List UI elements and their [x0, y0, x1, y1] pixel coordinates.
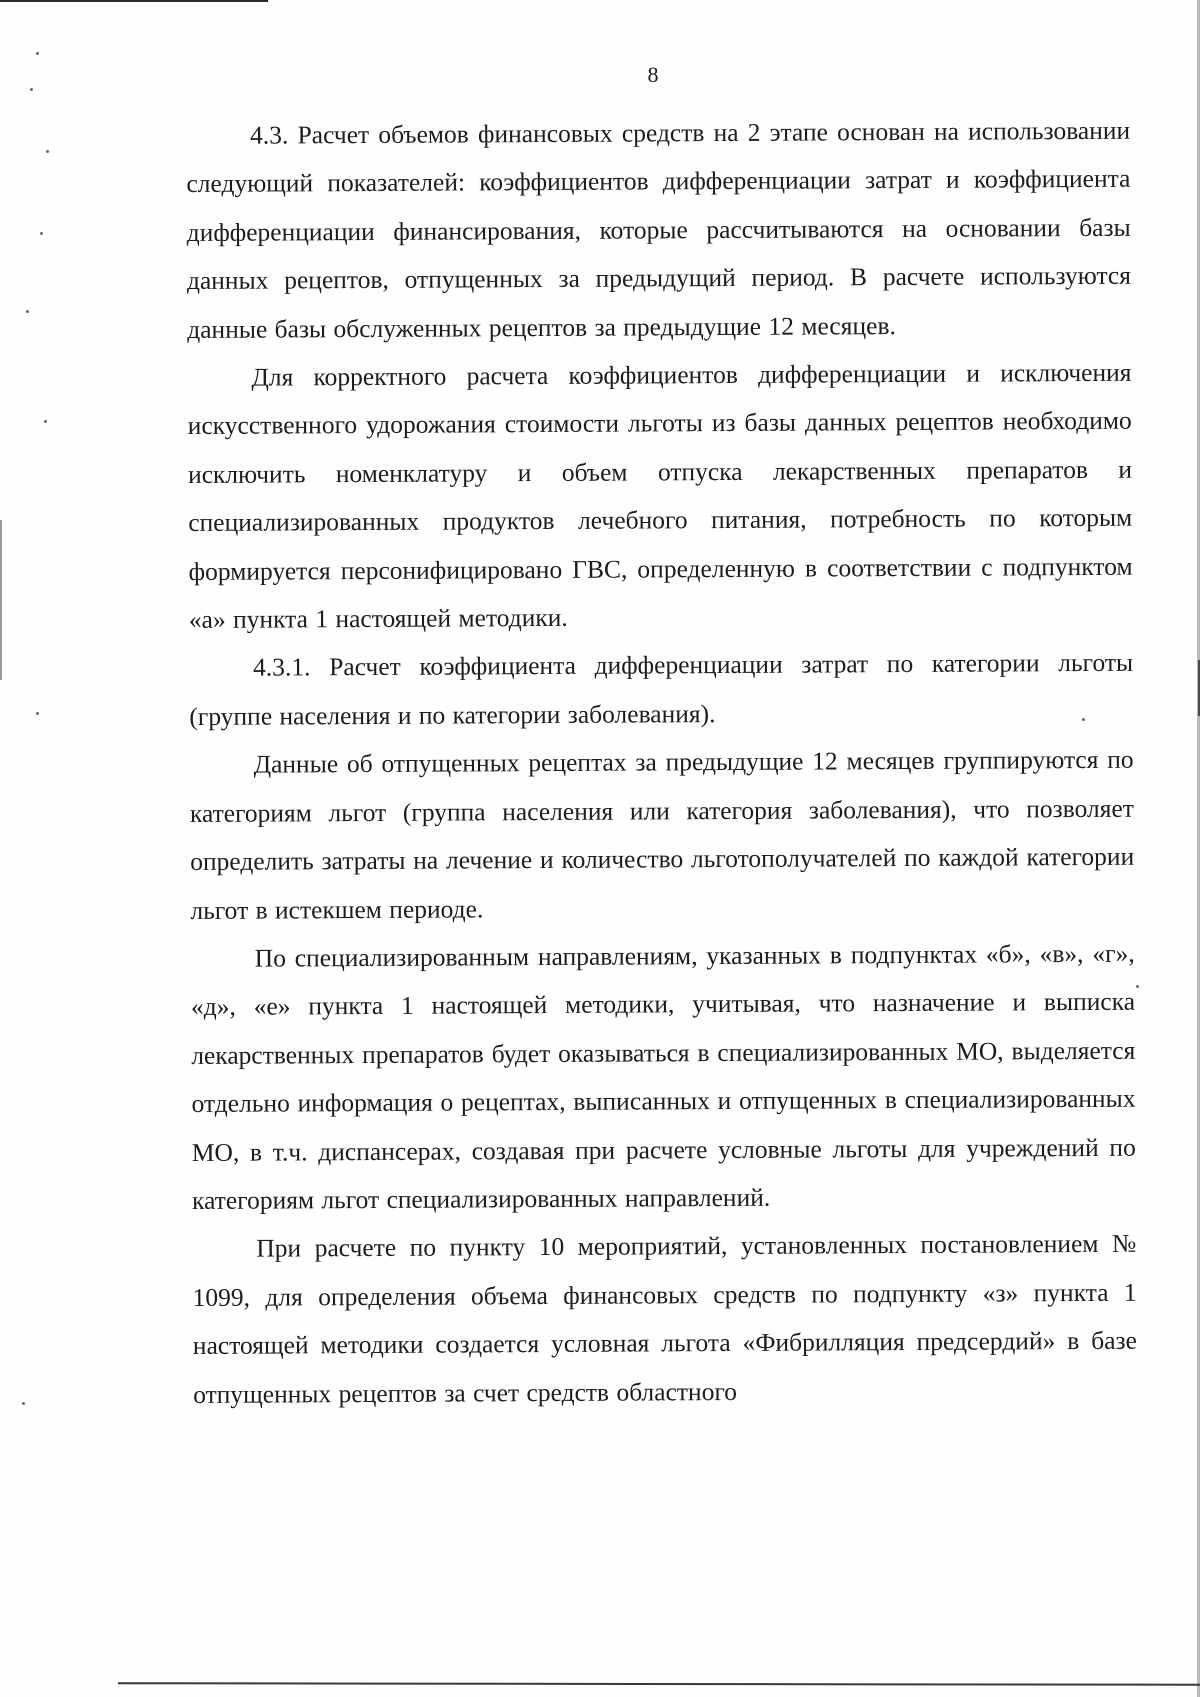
scan-speck — [26, 310, 29, 313]
body-text — [186, 107, 1137, 1419]
paragraph: По специализированным направлениям, указанных в подпунктах «б», «в», «г», «д», «е» пункта 1 настоящей методики, учитывая, что назначение и выписка лекарственных препаратов будет оказываться в специализированных МО, выделяется отдельно информация о рецептах, выписанных и отпущенных в специализированных МО, в т.ч. диспансерах, создавая при расчете условные льготы для учреждений по категориям льгот специализированных направлений. — [190, 938, 1136, 1215]
scan-speck — [1136, 985, 1139, 988]
paragraph: Данные об отпущенных рецептах за предыдущие 12 месяцев группируются по категориям льгот (группа населения или категория заболевания), что позволяет определить затраты на лечение и количество льготополучателей по каждой категории льгот в истекшем периоде. — [189, 744, 1135, 925]
scan-speck — [44, 420, 47, 423]
scan-top-border — [0, 0, 268, 2]
scan-speck — [46, 150, 49, 153]
paragraph: При расчете по пункту 10 мероприятий, установленных постановлением № 1099, для определения объема финансовых средств по подпункту «з» пункта 1 настоящей методики создается условная льгота «Фибрилляция предсердий» в базе отпущенных рецептов за счет средств областного — [192, 1229, 1137, 1409]
scan-bottom-border — [118, 1682, 1200, 1686]
page-number: 8 — [647, 62, 659, 87]
paragraph: 4.3.1. Расчет коэффициента дифференциации затрат по категории льготы (группе населения и по категории заболевания). — [189, 648, 1134, 731]
paragraph: 4.3. Расчет объемов финансовых средств на 2 этапе основан на использовании следующий показателей: коэффициентов дифференциации затрат и коэффициента дифференциации финансирования, которые рассчитываются на основании базы данных рецептов, отпущенных за предыдущий период. В расчете используются данные базы обслуженных рецептов за предыдущие 12 месяцев. — [186, 115, 1132, 344]
scan-speck — [36, 712, 39, 715]
paragraph: Для корректного расчета коэффициентов дифференциации и исключения искусственного удорожания стоимости льготы из базы данных рецептов необходимо исключить номенклатуру и объем отпуска лекарственных препаратов и специализированных продуктов лечебного питания, потребность по которым формируется персонифицировано ГВС, определенную в соответствии с подпунктом «а» пункта 1 настоящей методики. — [187, 357, 1133, 635]
scan-speck — [30, 88, 33, 91]
scan-speck — [22, 1402, 25, 1405]
scan-speck — [36, 52, 39, 55]
scan-speck — [40, 232, 43, 235]
scan-edge-mark — [0, 520, 2, 680]
